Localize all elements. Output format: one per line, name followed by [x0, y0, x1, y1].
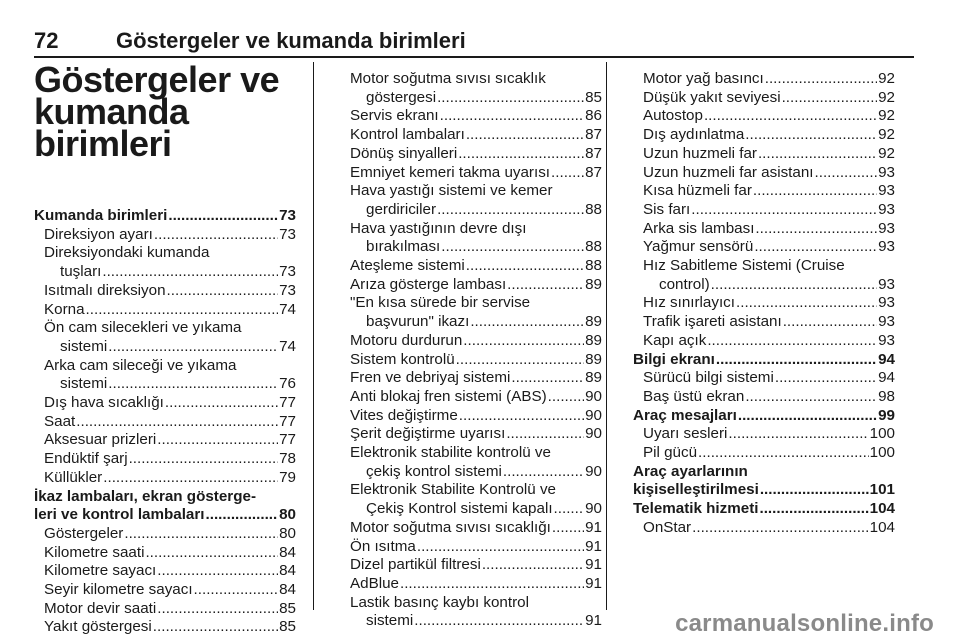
- toc-page-number: 100: [869, 444, 895, 462]
- dot-leader: [168, 207, 278, 226]
- dot-leader: [736, 294, 877, 313]
- toc-entry-text: Endüktif şarj: [44, 450, 128, 468]
- dot-leader: [458, 145, 584, 164]
- dot-leader: [738, 407, 877, 426]
- toc-page-number: 87: [585, 126, 602, 144]
- toc-page-number: 92: [878, 70, 895, 87]
- toc-entry-text: Araç mesajları: [633, 406, 737, 424]
- toc-page-number: 93: [878, 200, 895, 218]
- dot-leader: [759, 500, 868, 519]
- toc-page-number: 73: [279, 225, 296, 243]
- toc-entry: [633, 444, 895, 463]
- column-divider: [606, 62, 607, 610]
- toc-entry-text: Sistem kontrolü: [350, 350, 455, 368]
- toc-page-number: 93: [878, 238, 895, 256]
- toc-entry: [633, 126, 895, 145]
- dot-leader: [466, 257, 584, 276]
- toc-page-number: 84: [279, 581, 296, 599]
- dot-leader: [552, 519, 584, 538]
- dot-leader: [400, 575, 584, 594]
- toc-entry: [340, 257, 602, 276]
- toc-page-number: 73: [279, 207, 296, 224]
- toc-entry: [633, 182, 895, 201]
- dot-leader: [466, 126, 584, 145]
- toc-entry-text: Hız sınırlayıcı: [643, 294, 735, 312]
- toc-entry: [340, 444, 602, 481]
- toc-page-number: 93: [878, 219, 895, 237]
- page-number: 72: [34, 28, 59, 53]
- toc-section-entry: [633, 500, 895, 519]
- dot-leader: [765, 70, 877, 89]
- dot-leader: [755, 220, 877, 239]
- toc-entry-text: Motoru durdurun: [350, 331, 463, 349]
- toc-list: [340, 70, 602, 631]
- dot-leader: [154, 226, 278, 245]
- toc-entry: [340, 220, 602, 257]
- dot-leader: [482, 556, 584, 575]
- dot-leader: [704, 107, 877, 126]
- toc-entry: [633, 294, 895, 313]
- toc-entry: [340, 70, 602, 107]
- toc-entry-text: Dış hava sıcaklığı: [44, 394, 164, 412]
- toc-page-number: 80: [279, 524, 296, 542]
- toc-entry: [34, 413, 296, 432]
- dot-leader: [728, 425, 868, 444]
- toc-page-number: 91: [585, 574, 602, 592]
- dot-leader: [782, 89, 878, 108]
- toc-entry: [340, 164, 602, 183]
- toc-entry: [34, 469, 296, 488]
- dot-leader: [129, 450, 279, 469]
- dot-leader: [145, 544, 278, 563]
- toc-entry-text: Dış aydınlatma: [643, 126, 745, 144]
- toc-entry: [340, 388, 602, 407]
- dot-leader: [691, 201, 877, 220]
- toc-entry: [633, 313, 895, 332]
- dot-leader: [157, 600, 278, 619]
- toc-entry-text: Motor soğutma sıvısı sıcaklık: [350, 70, 546, 87]
- dot-leader: [437, 89, 584, 108]
- toc-page-number: 92: [878, 107, 895, 125]
- toc-page-number: 89: [585, 369, 602, 387]
- toc-entry-text: Hava yastığı sistemi ve kemer: [350, 182, 553, 200]
- dot-leader: [108, 375, 278, 394]
- toc-section-entry: [633, 463, 895, 500]
- toc-entry-text: Şerit değiştirme uyarısı: [350, 425, 506, 443]
- toc-entry-text: tuşları: [60, 263, 102, 281]
- toc-section-entry: [34, 488, 296, 525]
- toc-page-number: 74: [279, 300, 296, 318]
- dot-leader: [745, 388, 877, 407]
- dot-leader: [456, 351, 584, 370]
- toc-entry-text: Arıza gösterge lambası: [350, 275, 507, 293]
- toc-page-number: 91: [585, 556, 602, 574]
- toc-page-number: 93: [878, 331, 895, 349]
- toc-entry-text: Uzun huzmeli far asistanı: [643, 163, 814, 181]
- toc-entry: [34, 244, 296, 281]
- dot-leader: [551, 164, 584, 183]
- toc-entry: [633, 164, 895, 183]
- toc-entry-text: gerdiriciler: [366, 200, 437, 218]
- toc-list: [633, 70, 895, 538]
- toc-page-number: 90: [585, 425, 602, 443]
- toc-entry-text: Düşük yakıt seviyesi: [643, 88, 781, 106]
- toc-entry: [633, 89, 895, 108]
- toc-entry-text: Saat: [44, 412, 76, 430]
- toc-entry-text: bırakılması: [366, 238, 441, 256]
- toc-entry-text: Emniyet kemeri takma uyarısı: [350, 163, 551, 181]
- dot-leader: [165, 394, 278, 413]
- toc-entry-text: Kilometre sayacı: [44, 562, 157, 580]
- toc-entry-text: Araç ayarlarının: [633, 462, 748, 480]
- toc-entry-text: Uyarı sesleri: [643, 425, 728, 443]
- toc-entry: [340, 594, 602, 631]
- dot-leader: [711, 276, 877, 295]
- toc-page-number: 73: [279, 263, 296, 281]
- dot-leader: [548, 388, 584, 407]
- toc-page-number: 88: [585, 200, 602, 218]
- toc-entry-text: göstergesi: [366, 88, 437, 106]
- toc-column-1: [34, 58, 296, 637]
- toc-entry: [340, 575, 602, 594]
- toc-entry-text: Kapı açık: [643, 331, 707, 349]
- toc-entry: [633, 425, 895, 444]
- toc-page-number: 80: [279, 506, 296, 524]
- toc-entry: [340, 107, 602, 126]
- toc-entry-text: sistemi: [366, 612, 414, 630]
- toc-page-number: 73: [279, 281, 296, 299]
- toc-entry-text: Arka sis lambası: [643, 219, 755, 237]
- dot-leader: [506, 425, 584, 444]
- toc-entry: [34, 226, 296, 245]
- dot-leader: [783, 313, 877, 332]
- toc-page-number: 87: [585, 144, 602, 162]
- dot-leader: [775, 369, 877, 388]
- toc-entry: [633, 107, 895, 126]
- toc-entry: [340, 294, 602, 331]
- toc-page-number: 90: [585, 387, 602, 405]
- toc-page-number: 91: [585, 537, 602, 555]
- dot-leader: [441, 238, 584, 257]
- dot-leader: [760, 481, 869, 500]
- toc-entry-text: Pil gücü: [643, 444, 698, 462]
- toc-entry: [34, 319, 296, 356]
- toc-page-number: 76: [279, 375, 296, 393]
- dot-leader: [102, 263, 278, 282]
- toc-entry-text: AdBlue: [350, 574, 399, 592]
- toc-entry: [340, 351, 602, 370]
- toc-entry-text: Kumanda birimleri: [34, 207, 168, 224]
- toc-entry-text: kişiselleştirilmesi: [633, 481, 759, 499]
- toc-entry-text: Sis farı: [643, 200, 691, 218]
- toc-entry-text: Hava yastığının devre dışı: [350, 219, 527, 237]
- toc-entry: [633, 201, 895, 220]
- dot-leader: [745, 126, 877, 145]
- toc-entry-text: Fren ve debriyaj sistemi: [350, 369, 511, 387]
- toc-page-number: 77: [279, 394, 296, 412]
- toc-section-entry: [633, 351, 895, 370]
- toc-entry-text: Dizel partikül filtresi: [350, 556, 481, 574]
- toc-entry: [34, 600, 296, 619]
- toc-page-number: 85: [279, 599, 296, 617]
- toc-entry-text: sistemi: [60, 375, 108, 393]
- watermark: carmanualsonline.info: [675, 610, 934, 637]
- dot-leader: [157, 431, 278, 450]
- dot-leader: [511, 369, 584, 388]
- toc-page-number: 79: [279, 468, 296, 486]
- toc-entry-text: Vites değiştirme: [350, 406, 458, 424]
- dot-leader: [758, 145, 877, 164]
- toc-entry-text: Direksiyondaki kumanda: [44, 244, 210, 262]
- toc-page-number: 92: [878, 126, 895, 144]
- toc-entry-text: Elektronik stabilite kontrolü ve: [350, 444, 551, 462]
- toc-page-number: 93: [878, 275, 895, 293]
- toc-entry-text: Kısa hüzmeli far: [643, 182, 752, 200]
- toc-entry-text: control): [659, 275, 710, 293]
- toc-entry: [633, 220, 895, 239]
- toc-page-number: 87: [585, 163, 602, 181]
- toc-entry-text: Ateşleme sistemi: [350, 257, 465, 275]
- toc-entry: [633, 257, 895, 294]
- toc-entry-text: Yakıt göstergesi: [44, 618, 152, 636]
- toc-entry-text: leri ve kontrol lambaları: [34, 506, 205, 524]
- toc-entry-text: Autostop: [643, 107, 703, 125]
- toc-entry-text: OnStar: [643, 518, 692, 536]
- dot-leader: [86, 301, 279, 320]
- dot-leader: [753, 182, 877, 201]
- dot-leader: [459, 407, 584, 426]
- toc-entry: [633, 388, 895, 407]
- toc-entry-text: Aksesuar prizleri: [44, 431, 157, 449]
- toc-entry-text: Ön ısıtma: [350, 537, 416, 555]
- toc-entry-text: Çekiş Kontrol sistemi kapalı: [366, 500, 553, 518]
- dot-leader: [167, 282, 279, 301]
- toc-entry-text: Kilometre saati: [44, 543, 145, 561]
- dot-leader: [157, 562, 278, 581]
- chapter-title: Göstergeler ve kumanda birimleri: [34, 59, 280, 164]
- toc-page-number: 104: [869, 518, 895, 536]
- toc-entry: [340, 182, 602, 219]
- toc-page-number: 104: [869, 500, 895, 518]
- dot-leader: [754, 238, 877, 257]
- toc-entry-text: sistemi: [60, 337, 108, 355]
- toc-entry: [633, 332, 895, 351]
- toc-entry: [34, 301, 296, 320]
- toc-entry-text: Bilgi ekranı: [633, 350, 715, 368]
- dot-leader: [440, 107, 584, 126]
- toc-entry: [340, 126, 602, 145]
- dot-leader: [698, 444, 869, 463]
- toc-entry-text: Motor soğutma sıvısı sıcaklığı: [350, 518, 551, 536]
- toc-entry-text: Küllükler: [44, 468, 103, 486]
- toc-column-3: [633, 70, 895, 538]
- toc-page-number: 93: [878, 313, 895, 331]
- toc-page-number: 88: [585, 257, 602, 275]
- toc-entry-text: Baş üstü ekran: [643, 387, 745, 405]
- column-divider: [313, 62, 314, 610]
- toc-entry-text: "En kısa sürede bir servise: [350, 294, 531, 312]
- toc-entry: [340, 145, 602, 164]
- toc-entry: [633, 369, 895, 388]
- toc-page-number: 85: [585, 88, 602, 106]
- toc-entry: [340, 481, 602, 518]
- toc-page-number: 77: [279, 412, 296, 430]
- dot-leader: [507, 276, 584, 295]
- toc-page-number: 92: [878, 88, 895, 106]
- toc-page-number: 77: [279, 431, 296, 449]
- toc-entry-text: Trafik işareti asistanı: [643, 313, 782, 331]
- toc-entry-text: Kontrol lambaları: [350, 126, 465, 144]
- toc-entry-text: Servis ekranı: [350, 107, 439, 125]
- toc-entry: [340, 276, 602, 295]
- toc-entry: [34, 357, 296, 394]
- toc-page-number: 93: [878, 294, 895, 312]
- toc-entry: [340, 538, 602, 557]
- toc-entry-text: çekiş kontrol sistemi: [366, 462, 502, 480]
- toc-page-number: 88: [585, 238, 602, 256]
- dot-leader: [692, 519, 869, 538]
- toc-page-number: 90: [585, 462, 602, 480]
- toc-list: [34, 207, 296, 637]
- dot-leader: [707, 332, 877, 351]
- toc-entry-text: Ön cam silecekleri ve yıkama: [44, 319, 242, 337]
- toc-page-number: 89: [585, 331, 602, 349]
- dot-leader: [470, 313, 584, 332]
- toc-entry: [633, 70, 895, 89]
- dot-leader: [153, 618, 278, 637]
- dot-leader: [206, 506, 279, 525]
- toc-page-number: 98: [878, 387, 895, 405]
- toc-page-number: 90: [585, 500, 602, 518]
- toc-entry: [340, 407, 602, 426]
- toc-page-number: 86: [585, 107, 602, 125]
- toc-page-number: 84: [279, 562, 296, 580]
- toc-section-entry: [633, 407, 895, 426]
- toc-page-number: 93: [878, 182, 895, 200]
- toc-entry: [340, 425, 602, 444]
- toc-entry: [340, 519, 602, 538]
- toc-page-number: 78: [279, 450, 296, 468]
- toc-entry: [34, 544, 296, 563]
- toc-entry-text: Motor devir saati: [44, 599, 157, 617]
- toc-entry: [340, 556, 602, 575]
- toc-entry-text: Yağmur sensörü: [643, 238, 754, 256]
- toc-section-entry: [34, 207, 296, 226]
- toc-page-number: 91: [585, 518, 602, 536]
- toc-page-number: 89: [585, 275, 602, 293]
- toc-entry-text: Sürücü bilgi sistemi: [643, 369, 774, 387]
- toc-entry-text: Hız Sabitleme Sistemi (Cruise: [643, 257, 845, 275]
- dot-leader: [554, 500, 585, 519]
- dot-leader: [194, 581, 279, 600]
- toc-page-number: 92: [878, 144, 895, 162]
- dot-leader: [414, 612, 584, 631]
- toc-entry: [633, 238, 895, 257]
- toc-entry: [34, 562, 296, 581]
- toc-page-number: 93: [878, 163, 895, 181]
- dot-leader: [417, 538, 584, 557]
- toc-page-number: 101: [869, 481, 895, 499]
- toc-entry-text: Arka cam sileceği ve yıkama: [44, 356, 237, 374]
- toc-page-number: 94: [878, 369, 895, 387]
- toc-page-number: 91: [585, 612, 602, 630]
- toc-entry: [34, 618, 296, 637]
- toc-entry-text: Isıtmalı direksiyon: [44, 281, 166, 299]
- toc-entry-text: İkaz lambaları, ekran gösterge-: [34, 487, 256, 505]
- toc-entry-text: Lastik basınç kaybı kontrol: [350, 593, 529, 611]
- toc-page-number: 85: [279, 618, 296, 636]
- dot-leader: [108, 338, 278, 357]
- toc-page-number: 100: [869, 425, 895, 443]
- toc-page-number: 90: [585, 406, 602, 424]
- toc-entry-text: Göstergeler: [44, 524, 124, 542]
- toc-page-number: 74: [279, 337, 296, 355]
- toc-entry-text: Direksiyon ayarı: [44, 225, 153, 243]
- toc-page-number: 89: [585, 313, 602, 331]
- toc-page-number: 99: [878, 406, 895, 424]
- toc-entry: [633, 145, 895, 164]
- dot-leader: [463, 332, 584, 351]
- toc-entry-text: Motor yağ basıncı: [643, 70, 764, 87]
- toc-page-number: 94: [878, 350, 895, 368]
- dot-leader: [437, 201, 584, 220]
- toc-column-2: [340, 70, 602, 631]
- toc-entry-text: Anti blokaj fren sistemi (ABS): [350, 387, 547, 405]
- toc-entry-text: Uzun huzmeli far: [643, 144, 757, 162]
- dot-leader: [503, 463, 584, 482]
- toc-entry-text: Telematik hizmeti: [633, 500, 759, 518]
- toc-entry: [34, 525, 296, 544]
- dot-leader: [124, 525, 278, 544]
- toc-entry: [34, 450, 296, 469]
- toc-entry-text: Dönüş sinyalleri: [350, 144, 458, 162]
- toc-entry-text: Elektronik Stabilite Kontrolü ve: [350, 481, 556, 499]
- running-title: Göstergeler ve kumanda birimleri: [116, 28, 466, 53]
- toc-entry: [340, 332, 602, 351]
- page-header: [34, 28, 914, 58]
- toc-entry: [633, 519, 895, 538]
- toc-page-number: 84: [279, 543, 296, 561]
- toc-entry: [34, 431, 296, 450]
- toc-entry: [34, 394, 296, 413]
- toc-page-number: 89: [585, 350, 602, 368]
- dot-leader: [76, 413, 278, 432]
- toc-entry: [34, 581, 296, 600]
- toc-entry-text: Korna: [44, 300, 85, 318]
- toc-entry: [34, 282, 296, 301]
- dot-leader: [103, 469, 278, 488]
- dot-leader: [716, 351, 877, 370]
- toc-entry-text: başvurun" ikazı: [366, 313, 470, 331]
- toc-entry-text: Seyir kilometre sayacı: [44, 581, 193, 599]
- toc-entry: [340, 369, 602, 388]
- dot-leader: [815, 164, 878, 183]
